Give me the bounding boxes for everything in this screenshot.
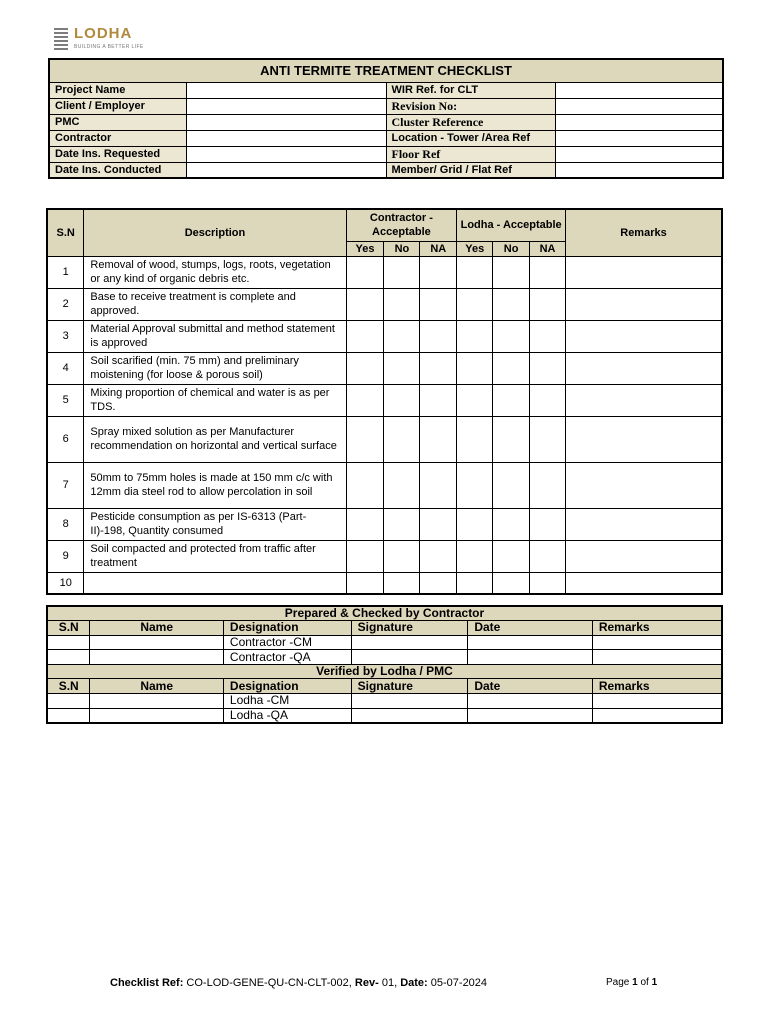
check-cell-contractor-na[interactable] (420, 256, 457, 288)
row-description: Pesticide consumption as per IS-6313 (Part-II)-198, Quantity consumed (84, 508, 346, 540)
table-row (47, 635, 722, 650)
table-row (47, 572, 722, 594)
header-row (49, 114, 723, 130)
check-cell-contractor-na[interactable] (420, 462, 457, 508)
check-cell-lodha-yes[interactable] (457, 384, 493, 416)
check-cell-contractor-yes[interactable] (346, 288, 384, 320)
check-cell-contractor-no[interactable] (384, 462, 420, 508)
contractor-signature-field[interactable] (351, 635, 468, 650)
header-info-table (48, 58, 724, 179)
header-label: Date Ins. Requested (49, 146, 187, 162)
contractor-designation: Contractor -CM (223, 635, 351, 650)
table-row (47, 384, 722, 416)
col-header-description: Description (84, 209, 346, 256)
contractor-col-header-name: Name (90, 621, 223, 636)
check-cell-lodha-no[interactable] (493, 540, 530, 572)
check-cell-lodha-yes[interactable] (457, 256, 493, 288)
lodha-date-field[interactable] (468, 708, 593, 723)
header-label: PMC (49, 114, 187, 130)
check-cell-contractor-no[interactable] (384, 508, 420, 540)
table-row (47, 256, 722, 288)
contractor-sn-field[interactable] (47, 635, 90, 650)
row-sn: 8 (47, 508, 84, 540)
check-cell-contractor-no[interactable] (384, 320, 420, 352)
check-cell-contractor-no[interactable] (384, 384, 420, 416)
contractor-col-header-designation: Designation (223, 621, 351, 636)
check-cell-lodha-no[interactable] (493, 572, 530, 594)
row-sn: 7 (47, 462, 84, 508)
row-sn: 2 (47, 288, 84, 320)
contractor-name-field[interactable] (90, 650, 223, 665)
check-cell-lodha-yes[interactable] (457, 320, 493, 352)
contractor-col-header-date: Date (468, 621, 593, 636)
checklist-table (46, 208, 723, 595)
table-row (47, 288, 722, 320)
contractor-header-row (47, 621, 722, 636)
row-description: 50mm to 75mm holes is made at 150 mm c/c with 12mm dia steel rod to allow percolation in soil (84, 462, 346, 508)
header-value-field[interactable] (556, 162, 723, 178)
logo-word: LODHA (74, 25, 133, 42)
header-row (49, 82, 723, 98)
remarks-cell[interactable] (565, 508, 722, 540)
contractor-section-title: Prepared & Checked by Contractor (47, 606, 722, 621)
check-cell-lodha-na[interactable] (530, 384, 566, 416)
row-description: Removal of wood, stumps, logs, roots, vegetation or any kind of organic debris etc. (84, 256, 346, 288)
remarks-cell[interactable] (565, 320, 722, 352)
col-header-remarks: Remarks (565, 209, 722, 256)
lodha-name-field[interactable] (90, 708, 223, 723)
contractor-col-header-remarks: Remarks (592, 621, 722, 636)
check-cell-lodha-na[interactable] (530, 508, 566, 540)
col-header-lodha-na: NA (530, 241, 566, 256)
header-value-field[interactable] (187, 146, 386, 162)
lodha-section-title-row (47, 664, 722, 679)
check-cell-contractor-na[interactable] (420, 416, 457, 462)
check-cell-contractor-yes[interactable] (346, 462, 384, 508)
check-cell-lodha-yes[interactable] (457, 352, 493, 384)
check-cell-lodha-no[interactable] (493, 256, 530, 288)
header-row (49, 130, 723, 146)
lodha-sn-field[interactable] (47, 694, 90, 709)
col-header-contractor-na: NA (420, 241, 457, 256)
header-row (49, 146, 723, 162)
header-value-field[interactable] (556, 82, 723, 98)
check-cell-lodha-yes[interactable] (457, 416, 493, 462)
table-row (47, 462, 722, 508)
contractor-col-header-sn: S.N (47, 621, 90, 636)
page-number: Page 1 of 1 (606, 977, 658, 988)
header-label: Date Ins. Conducted (49, 162, 187, 178)
contractor-designation: Contractor -QA (223, 650, 351, 665)
col-header-lodha-no: No (493, 241, 530, 256)
check-cell-lodha-na[interactable] (530, 320, 566, 352)
row-sn: 10 (47, 572, 84, 594)
check-cell-lodha-no[interactable] (493, 416, 530, 462)
check-cell-contractor-yes[interactable] (346, 256, 384, 288)
check-cell-contractor-na[interactable] (420, 384, 457, 416)
row-sn: 4 (47, 352, 84, 384)
check-cell-contractor-yes[interactable] (346, 572, 384, 594)
table-row (47, 708, 722, 723)
check-cell-lodha-no[interactable] (493, 508, 530, 540)
check-cell-contractor-yes[interactable] (346, 352, 384, 384)
header-value-field[interactable] (556, 114, 723, 130)
row-description: Soil scarified (min. 75 mm) and preliminary moistening (for loose & porous soil) (84, 352, 346, 384)
header-label: Cluster Reference (386, 114, 556, 130)
check-cell-lodha-no[interactable] (493, 288, 530, 320)
check-cell-lodha-yes[interactable] (457, 540, 493, 572)
contractor-sn-field[interactable] (47, 650, 90, 665)
table-row (47, 508, 722, 540)
signoff-table (46, 605, 723, 724)
header-label: Contractor (49, 130, 187, 146)
header-value-field[interactable] (187, 162, 386, 178)
header-label: Client / Employer (49, 98, 187, 114)
contractor-col-header-signature: Signature (351, 621, 468, 636)
contractor-date-field[interactable] (468, 635, 593, 650)
row-description: Soil compacted and protected from traffic after treatment (84, 540, 346, 572)
checklist-title: ANTI TERMITE TREATMENT CHECKLIST (49, 59, 723, 82)
contractor-section-title-row (47, 606, 722, 621)
check-cell-lodha-yes[interactable] (457, 572, 493, 594)
table-row (47, 694, 722, 709)
check-cell-contractor-no[interactable] (384, 288, 420, 320)
row-sn: 5 (47, 384, 84, 416)
table-row (47, 320, 722, 352)
check-cell-lodha-na[interactable] (530, 416, 566, 462)
check-cell-contractor-na[interactable] (420, 540, 457, 572)
check-cell-contractor-yes[interactable] (346, 384, 384, 416)
check-cell-contractor-yes[interactable] (346, 320, 384, 352)
header-label: Revision No: (386, 98, 556, 114)
check-cell-lodha-no[interactable] (493, 352, 530, 384)
header-label: Member/ Grid / Flat Ref (386, 162, 556, 178)
row-description: Base to receive treatment is complete and approved. (84, 288, 346, 320)
remarks-cell[interactable] (565, 540, 722, 572)
check-cell-lodha-na[interactable] (530, 352, 566, 384)
check-cell-contractor-na[interactable] (420, 288, 457, 320)
lodha-header-row (47, 679, 722, 694)
lodha-col-header-name: Name (90, 679, 223, 694)
col-header-contractor-yes: Yes (346, 241, 384, 256)
remarks-cell[interactable] (565, 416, 722, 462)
header-value-field[interactable] (556, 98, 723, 114)
table-row (47, 540, 722, 572)
check-cell-lodha-na[interactable] (530, 288, 566, 320)
lodha-col-header-date: Date (468, 679, 593, 694)
header-value-field[interactable] (556, 130, 723, 146)
header-value-field[interactable] (187, 130, 386, 146)
header-label: WIR Ref. for CLT (386, 82, 556, 98)
header-row (49, 162, 723, 178)
check-cell-contractor-na[interactable] (420, 508, 457, 540)
remarks-cell[interactable] (565, 352, 722, 384)
lodha-sn-field[interactable] (47, 708, 90, 723)
remarks-cell[interactable] (565, 256, 722, 288)
remarks-cell[interactable] (565, 572, 722, 594)
check-cell-lodha-na[interactable] (530, 462, 566, 508)
check-cell-lodha-yes[interactable] (457, 288, 493, 320)
header-value-field[interactable] (556, 146, 723, 162)
lodha-designation: Lodha -CM (223, 694, 351, 709)
check-cell-lodha-no[interactable] (493, 320, 530, 352)
lodha-col-header-remarks: Remarks (592, 679, 722, 694)
logo-tagline: BUILDING A BETTER LIFE (74, 44, 144, 50)
row-description: Material Approval submittal and method statement is approved (84, 320, 346, 352)
check-cell-lodha-na[interactable] (530, 256, 566, 288)
row-sn: 1 (47, 256, 84, 288)
header-label: Floor Ref (386, 146, 556, 162)
row-description: Spray mixed solution as per Manufacturer recommendation on horizontal and vertical surface (84, 416, 346, 462)
logo-bars-icon (54, 28, 68, 52)
table-row (47, 416, 722, 462)
check-cell-lodha-yes[interactable] (457, 508, 493, 540)
lodha-section-title: Verified by Lodha / PMC (47, 664, 722, 679)
check-cell-contractor-no[interactable] (384, 416, 420, 462)
contractor-name-field[interactable] (90, 635, 223, 650)
check-cell-contractor-yes[interactable] (346, 508, 384, 540)
contractor-date-field[interactable] (468, 650, 593, 665)
contractor-remarks-field[interactable] (592, 635, 722, 650)
lodha-signature-field[interactable] (351, 694, 468, 709)
lodha-date-field[interactable] (468, 694, 593, 709)
check-cell-contractor-no[interactable] (384, 572, 420, 594)
check-cell-contractor-yes[interactable] (346, 416, 384, 462)
row-sn: 6 (47, 416, 84, 462)
header-row (49, 98, 723, 114)
check-cell-contractor-no[interactable] (384, 540, 420, 572)
check-cell-contractor-na[interactable] (420, 572, 457, 594)
row-description (84, 572, 346, 594)
header-label: Project Name (49, 82, 187, 98)
header-value-field[interactable] (187, 82, 386, 98)
check-cell-lodha-no[interactable] (493, 462, 530, 508)
checklist-reference: Checklist Ref: CO-LOD-GENE-QU-CN-CLT-002, Rev- 01, Date: 05-07-2024 (110, 977, 488, 989)
col-header-lodha-acceptable: Lodha - Acceptable (457, 209, 566, 241)
col-header-sn: S.N (47, 209, 84, 256)
col-header-lodha-yes: Yes (457, 241, 493, 256)
lodha-signature-field[interactable] (351, 708, 468, 723)
row-sn: 3 (47, 320, 84, 352)
row-description: Mixing proportion of chemical and water is as per TDS. (84, 384, 346, 416)
row-sn: 9 (47, 540, 84, 572)
lodha-col-header-signature: Signature (351, 679, 468, 694)
lodha-designation: Lodha -QA (223, 708, 351, 723)
lodha-col-header-sn: S.N (47, 679, 90, 694)
check-cell-contractor-no[interactable] (384, 256, 420, 288)
header-label: Location - Tower /Area Ref (386, 130, 556, 146)
table-row (47, 352, 722, 384)
lodha-remarks-field[interactable] (592, 694, 722, 709)
check-cell-lodha-na[interactable] (530, 572, 566, 594)
contractor-remarks-field[interactable] (592, 650, 722, 665)
check-cell-lodha-no[interactable] (493, 384, 530, 416)
check-cell-lodha-na[interactable] (530, 540, 566, 572)
col-header-contractor-acceptable: Contractor - Acceptable (346, 209, 457, 241)
company-logo (54, 26, 144, 52)
lodha-col-header-designation: Designation (223, 679, 351, 694)
remarks-cell[interactable] (565, 462, 722, 508)
check-cell-contractor-yes[interactable] (346, 540, 384, 572)
contractor-signature-field[interactable] (351, 650, 468, 665)
check-cell-lodha-yes[interactable] (457, 462, 493, 508)
check-cell-contractor-na[interactable] (420, 352, 457, 384)
header-value-field[interactable] (187, 114, 386, 130)
remarks-cell[interactable] (565, 384, 722, 416)
remarks-cell[interactable] (565, 288, 722, 320)
header-value-field[interactable] (187, 98, 386, 114)
lodha-remarks-field[interactable] (592, 708, 722, 723)
lodha-name-field[interactable] (90, 694, 223, 709)
check-cell-contractor-no[interactable] (384, 352, 420, 384)
check-cell-contractor-na[interactable] (420, 320, 457, 352)
table-row (47, 650, 722, 665)
col-header-contractor-no: No (384, 241, 420, 256)
